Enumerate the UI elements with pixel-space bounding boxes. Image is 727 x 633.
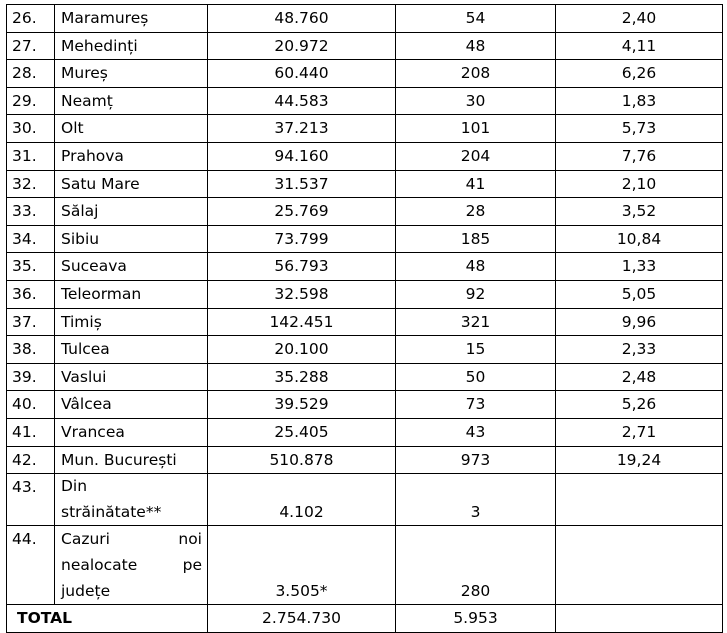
value-col-2: 973 [396, 446, 556, 474]
value-col-2: 41 [396, 170, 556, 198]
row-number: 30. [7, 115, 55, 143]
county-name [55, 474, 208, 526]
value-col-3: 1,33 [556, 253, 723, 281]
table-row [7, 363, 723, 391]
value-col-3: 6,26 [556, 60, 723, 88]
row-number: 27. [7, 32, 55, 60]
row-number: 40. [7, 391, 55, 419]
value-col-3: 2,71 [556, 418, 723, 446]
value-col-2: 280 [396, 526, 556, 605]
table-row [7, 115, 723, 143]
value-col-3: 2,33 [556, 336, 723, 364]
value-col-1: 25.405 [208, 418, 396, 446]
value-col-3: 7,76 [556, 142, 723, 170]
value-col-2: 54 [396, 5, 556, 33]
value-col-2: 28 [396, 198, 556, 226]
row-number: 32. [7, 170, 55, 198]
row-number: 41. [7, 418, 55, 446]
value-col-2: 321 [396, 308, 556, 336]
row-number: 43. [7, 474, 55, 526]
value-col-1: 94.160 [208, 142, 396, 170]
county-name: Suceava [55, 253, 208, 281]
name-line [61, 578, 202, 604]
value-col-1: 48.760 [208, 5, 396, 33]
value-col-3: 2,48 [556, 363, 723, 391]
row-number: 37. [7, 308, 55, 336]
value-col-3: 5,26 [556, 391, 723, 419]
value-col-3: 3,52 [556, 198, 723, 226]
value-col-3: 5,05 [556, 280, 723, 308]
county-name: Mun. București [55, 446, 208, 474]
word: Cazuri [61, 530, 110, 549]
value-col-1: 510.878 [208, 446, 396, 474]
table-row [7, 32, 723, 60]
county-name: Sălaj [55, 198, 208, 226]
name-line [61, 526, 202, 552]
value-col-3: 2,10 [556, 170, 723, 198]
value-col-1: 60.440 [208, 60, 396, 88]
value-col-2: 48 [396, 253, 556, 281]
name-line: străinătate** [61, 502, 162, 521]
value-col-1: 4.102 [208, 474, 396, 526]
row-number: 39. [7, 363, 55, 391]
row-number: 26. [7, 5, 55, 33]
table-body [7, 5, 723, 633]
value-col-2: 3 [396, 474, 556, 526]
value-col-1: 31.537 [208, 170, 396, 198]
table-row [7, 170, 723, 198]
county-statistics-table [6, 4, 723, 633]
row-number: 36. [7, 280, 55, 308]
row-number: 38. [7, 336, 55, 364]
table-row [7, 5, 723, 33]
county-name: Prahova [55, 142, 208, 170]
table-row [7, 391, 723, 419]
word: județe [61, 582, 111, 601]
value-col-3: 10,84 [556, 225, 723, 253]
table-row [7, 225, 723, 253]
value-col-3: 5,73 [556, 115, 723, 143]
county-name: Mureș [55, 60, 208, 88]
row-number: 29. [7, 87, 55, 115]
table-row [7, 418, 723, 446]
value-col-2: 204 [396, 142, 556, 170]
table-row [7, 87, 723, 115]
statistics-table-frame [6, 4, 722, 633]
county-name: Neamț [55, 87, 208, 115]
county-name: Teleorman [55, 280, 208, 308]
row-number: 42. [7, 446, 55, 474]
value-col-3 [556, 526, 723, 605]
value-col-2: 92 [396, 280, 556, 308]
table-row [7, 253, 723, 281]
value-col-1: 44.583 [208, 87, 396, 115]
county-name: Olt [55, 115, 208, 143]
row-number: 35. [7, 253, 55, 281]
value-col-2: 43 [396, 418, 556, 446]
value-col-2: 30 [396, 87, 556, 115]
total-row [7, 605, 723, 633]
county-name [55, 526, 208, 605]
value-col-1: 32.598 [208, 280, 396, 308]
value-col-1: 39.529 [208, 391, 396, 419]
value-col-1: 56.793 [208, 253, 396, 281]
value-col-3 [556, 474, 723, 526]
total-label: TOTAL [7, 605, 208, 633]
value-col-1: 20.100 [208, 336, 396, 364]
county-name: Mehedinți [55, 32, 208, 60]
county-name: Timiș [55, 308, 208, 336]
county-name: Tulcea [55, 336, 208, 364]
table-row [7, 526, 723, 605]
table-row [7, 446, 723, 474]
row-number: 31. [7, 142, 55, 170]
table-row [7, 142, 723, 170]
table-row [7, 308, 723, 336]
value-col-2: 101 [396, 115, 556, 143]
table-row [7, 198, 723, 226]
total-col-3 [556, 605, 723, 633]
word: noi [178, 530, 202, 549]
value-col-2: 208 [396, 60, 556, 88]
value-col-1: 25.769 [208, 198, 396, 226]
county-name: Vrancea [55, 418, 208, 446]
value-col-2: 15 [396, 336, 556, 364]
county-name: Satu Mare [55, 170, 208, 198]
name-line [61, 552, 202, 578]
name-line: Din [61, 477, 88, 496]
table-row [7, 280, 723, 308]
county-name: Maramureș [55, 5, 208, 33]
table-row [7, 60, 723, 88]
county-name: Sibiu [55, 225, 208, 253]
value-col-1: 35.288 [208, 363, 396, 391]
row-number: 28. [7, 60, 55, 88]
row-number: 44. [7, 526, 55, 605]
value-col-1: 37.213 [208, 115, 396, 143]
table-row [7, 474, 723, 526]
word: pe [182, 556, 202, 575]
value-col-2: 50 [396, 363, 556, 391]
word: nealocate [61, 556, 138, 575]
value-col-3: 9,96 [556, 308, 723, 336]
county-name: Vaslui [55, 363, 208, 391]
value-col-2: 185 [396, 225, 556, 253]
value-col-2: 48 [396, 32, 556, 60]
value-col-1: 73.799 [208, 225, 396, 253]
row-number: 34. [7, 225, 55, 253]
county-name: Vâlcea [55, 391, 208, 419]
value-col-3: 1,83 [556, 87, 723, 115]
value-col-1: 3.505* [208, 526, 396, 605]
value-col-2: 73 [396, 391, 556, 419]
total-col-2: 5.953 [396, 605, 556, 633]
value-col-3: 4,11 [556, 32, 723, 60]
total-col-1: 2.754.730 [208, 605, 396, 633]
row-number: 33. [7, 198, 55, 226]
table-row [7, 336, 723, 364]
value-col-1: 142.451 [208, 308, 396, 336]
value-col-3: 19,24 [556, 446, 723, 474]
value-col-3: 2,40 [556, 5, 723, 33]
value-col-1: 20.972 [208, 32, 396, 60]
